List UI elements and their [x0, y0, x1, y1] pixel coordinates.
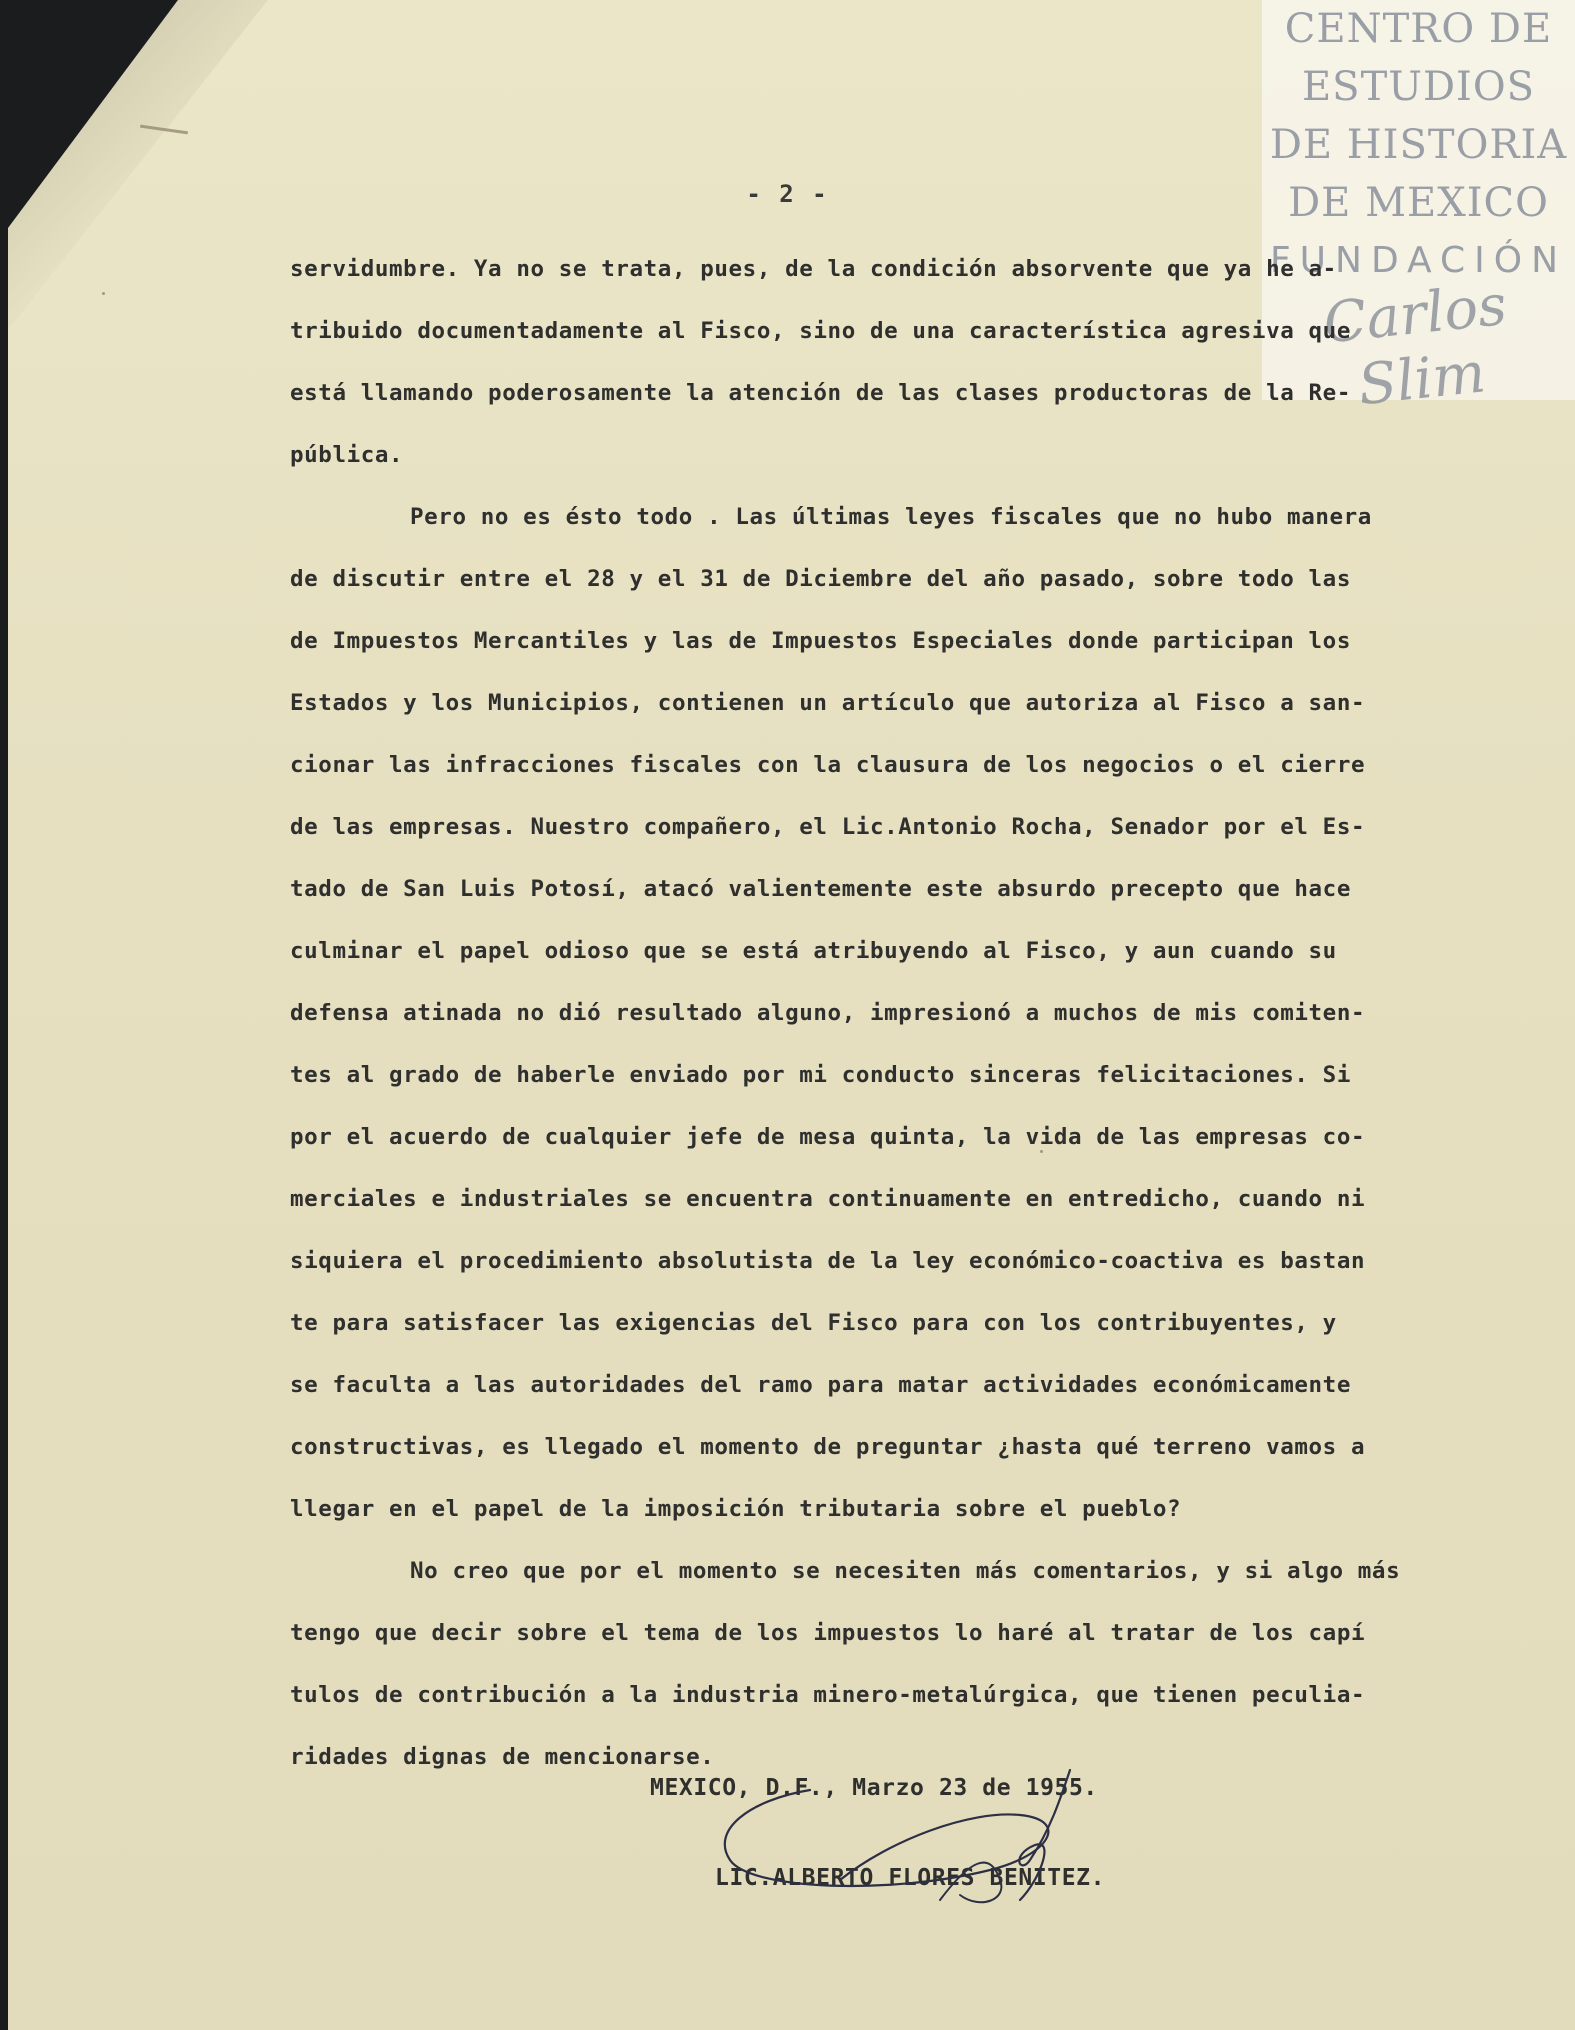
paragraph-3: [290, 1540, 1480, 1788]
text-line: tengo que decir sobre el tema de los impuestos lo haré al tratar de los capí: [290, 1620, 1366, 1646]
text-line: culminar el papel odioso que se está atribuyendo al Fisco, y aun cuando su: [290, 938, 1337, 964]
page-number: - 2 -: [746, 180, 829, 208]
text-line: de Impuestos Mercantiles y las de Impuestos Especiales donde participan los: [290, 628, 1351, 654]
watermark-signature-logo: Carlos Slim: [1320, 272, 1510, 419]
text-line: servidumbre. Ya no se trata, pues, de la condición absorvente que ya he a-: [290, 256, 1337, 282]
text-line: defensa atinada no dió resultado alguno, impresionó a muchos de mis comiten-: [290, 1000, 1366, 1026]
text-line: tes al grado de haberle enviado por mi conducto sinceras felicitaciones. Si: [290, 1062, 1351, 1088]
text-line: Pero no es ésto todo . Las últimas leyes fiscales que no hubo manera: [410, 504, 1372, 530]
watermark-foundation: FUNDACIÓN: [1269, 240, 1568, 281]
text-line: No creo que por el momento se necesiten más comentarios, y si algo más: [410, 1558, 1401, 1584]
text-line: tado de San Luis Potosí, atacó valientemente este absurdo precepto que hace: [290, 876, 1351, 902]
text-line: llegar en el papel de la imposición tributaria sobre el pueblo?: [290, 1496, 1182, 1522]
text-line: ridades dignas de mencionarse.: [290, 1744, 715, 1770]
text-line: merciales e industriales se encuentra continuamente en entredicho, cuando ni: [290, 1186, 1366, 1212]
text-line: pública.: [290, 442, 404, 468]
text-line: Estados y los Municipios, contienen un artículo que autoriza al Fisco a san-: [290, 690, 1366, 716]
text-line: siquiera el procedimiento absolutista de la ley económico-coactiva es bastan: [290, 1248, 1366, 1274]
place-and-date: MEXICO, D.F., Marzo 23 de 1955.: [650, 1775, 1098, 1801]
text-line: te para satisfacer las exigencias del Fisco para con los contribuyentes, y: [290, 1310, 1337, 1336]
text-line: tulos de contribución a la industria minero-metalúrgica, que tienen peculia-: [290, 1682, 1366, 1708]
text-line: cionar las infracciones fiscales con la clausura de los negocios o el cierre: [290, 752, 1366, 778]
letter-body: [290, 238, 1480, 1788]
watermark-line: CENTRO DE: [1284, 6, 1553, 52]
text-line: está llamando poderosamente la atención de las clases productoras de la Re-: [290, 380, 1351, 406]
handwritten-signature: [690, 1760, 1110, 1920]
text-line: constructivas, es llegado el momento de preguntar ¿hasta qué terreno vamos a: [290, 1434, 1366, 1460]
text-line: de las empresas. Nuestro compañero, el Lic.Antonio Rocha, Senador por el Es-: [290, 814, 1366, 840]
paragraph-2: [290, 486, 1480, 1540]
text-line: se faculta a las autoridades del ramo para matar actividades económicamente: [290, 1372, 1351, 1398]
watermark-line: DE MEXICO: [1288, 180, 1549, 226]
text-line: tribuido documentadamente al Fisco, sino de una característica agresiva que: [290, 318, 1351, 344]
watermark-line: DE HISTORIA: [1269, 122, 1568, 168]
text-line: por el acuerdo de cualquier jefe de mesa quinta, la vida de las empresas co-: [290, 1124, 1366, 1150]
text-line: de discutir entre el 28 y el 31 de Diciembre del año pasado, sobre todo las: [290, 566, 1351, 592]
signer-name: LIC.ALBERTO FLORES BENITEZ.: [715, 1865, 1106, 1891]
paper-speck: [102, 292, 105, 295]
watermark-line: ESTUDIOS: [1301, 64, 1536, 110]
paragraph-1: [290, 238, 1480, 486]
